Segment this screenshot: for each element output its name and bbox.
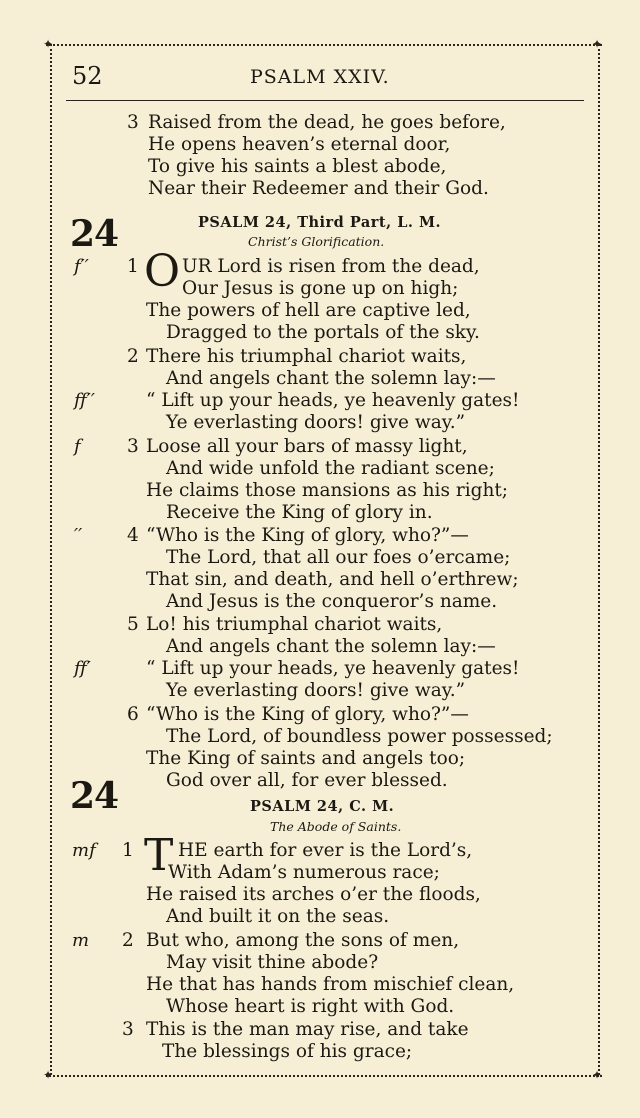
verse-line: The blessings of his grace;: [162, 1041, 413, 1062]
verse-line: This is the man may rise, and take: [146, 1019, 469, 1040]
verse-line: But who, among the sons of men,: [146, 930, 460, 951]
hymn-number: 24: [70, 213, 119, 255]
psalm-subtitle: The Abode of Saints.: [270, 819, 402, 834]
verse-line: “ Lift up your heads, ye heavenly gates!: [146, 658, 520, 679]
verse-line: The Lord, of boundless power possessed;: [166, 726, 553, 747]
drop-cap: O: [144, 246, 181, 297]
running-head: PSALM XXIV.: [250, 66, 390, 88]
dynamic-marking: m: [72, 930, 90, 951]
corner-ornament-icon: ✦: [592, 37, 603, 51]
dynamic-marking: ff′′: [74, 390, 95, 411]
verse-line: And built it on the seas.: [166, 906, 390, 927]
corner-ornament-icon: ✦: [43, 1068, 54, 1082]
verse-line: Whose heart is right with God.: [166, 996, 455, 1017]
psalm-subtitle: Christ’s Glorification.: [248, 234, 385, 249]
verse-number: 2: [122, 930, 134, 951]
verse-line: There his triumphal chariot waits,: [146, 346, 467, 367]
verse-line: That sin, and death, and hell o’erthrew;: [146, 569, 519, 590]
verse-line: “Who is the King of glory, who?”—: [146, 525, 469, 546]
verse-line: Ye everlasting doors! give way.”: [166, 412, 466, 433]
verse-number: 1: [127, 256, 139, 277]
verse-number: 4: [127, 525, 139, 546]
corner-ornament-icon: ✦: [43, 37, 54, 51]
verse-number: 3: [127, 436, 139, 457]
verse-line: Raised from the dead, he goes before,: [148, 112, 506, 133]
verse-line: The King of saints and angels too;: [146, 748, 466, 769]
dynamic-marking: ′′: [74, 525, 83, 546]
verse-line: God over all, for ever blessed.: [166, 770, 448, 791]
page-number: 52: [72, 62, 103, 90]
verse-number: 2: [127, 346, 139, 367]
verse-line: “Who is the King of glory, who?”—: [146, 704, 469, 725]
verse-line: Lo! his triumphal chariot waits,: [146, 614, 443, 635]
verse-line: The Lord, that all our foes o’ercame;: [166, 547, 511, 568]
verse-line: Our Jesus is gone up on high;: [182, 278, 459, 299]
verse-line: Ye everlasting doors! give way.”: [166, 680, 466, 701]
verse-line: Loose all your bars of massy light,: [146, 436, 468, 457]
verse-line: He raised its arches o’er the floods,: [146, 884, 481, 905]
hymn-number: 24: [70, 775, 119, 817]
verse-line: And angels chant the solemn lay:—: [166, 636, 496, 657]
header-rule: [66, 100, 584, 101]
border-top: [46, 44, 602, 46]
verse-line: UR Lord is risen from the dead,: [182, 256, 480, 277]
verse-line: HE earth for ever is the Lord’s,: [178, 840, 473, 861]
psalm-title: PSALM 24, C. M.: [250, 798, 395, 815]
verse-number: 5: [127, 614, 139, 635]
verse-line: He claims those mansions as his right;: [146, 480, 509, 501]
verse-line: And wide unfold the radiant scene;: [166, 458, 495, 479]
dynamic-marking: f′′: [74, 256, 89, 277]
verse-number: 3: [127, 112, 139, 133]
verse-line: Receive the King of glory in.: [166, 502, 433, 523]
verse-line: He that has hands from mischief clean,: [146, 974, 515, 995]
corner-ornament-icon: ✦: [592, 1068, 603, 1082]
verse-line: Dragged to the portals of the sky.: [166, 322, 480, 343]
verse-number: 3: [122, 1019, 134, 1040]
border-right: [598, 44, 600, 1075]
dynamic-marking: mf: [72, 840, 96, 861]
verse-line: To give his saints a blest abode,: [148, 156, 447, 177]
verse-line: Near their Redeemer and their God.: [148, 178, 489, 199]
verse-line: With Adam’s numerous race;: [168, 862, 440, 883]
dynamic-marking: f: [74, 436, 81, 457]
psalm-title: PSALM 24, Third Part, L. M.: [198, 214, 442, 231]
verse-line: He opens heaven’s eternal door,: [148, 134, 451, 155]
verse-line: “ Lift up your heads, ye heavenly gates!: [146, 390, 520, 411]
verse-number: 6: [127, 704, 139, 725]
verse-line: May visit thine abode?: [166, 952, 379, 973]
border-left: [50, 44, 52, 1075]
border-bottom: [46, 1075, 602, 1077]
dynamic-marking: ff′: [74, 658, 91, 679]
verse-number: 1: [122, 840, 134, 861]
verse-line: The powers of hell are captive led,: [146, 300, 471, 321]
verse-line: And Jesus is the conqueror’s name.: [166, 591, 498, 612]
verse-line: And angels chant the solemn lay:—: [166, 368, 496, 389]
drop-cap: T: [144, 830, 174, 881]
